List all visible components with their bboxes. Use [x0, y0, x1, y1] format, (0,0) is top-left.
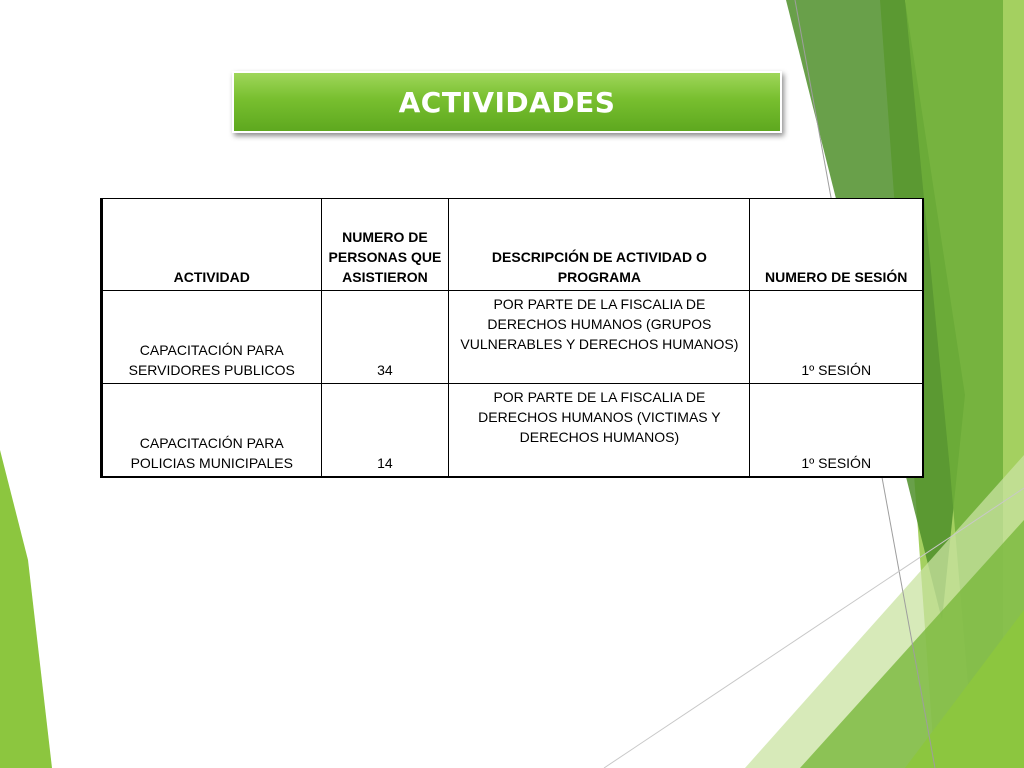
table-row — [102, 291, 924, 384]
cell-description: POR PARTE DE LA FISCALIA DE DERECHOS HUMANOS (GRUPOS VULNERABLES Y DERECHOS HUMANOS) — [449, 291, 750, 384]
title-banner — [232, 71, 782, 133]
cell-session: 1º SESIÓN — [750, 384, 923, 478]
table-row — [102, 384, 924, 478]
cell-activity: CAPACITACIÓN PARA POLICIAS MUNICIPALES — [102, 384, 322, 478]
header-numero-personas: NUMERO DE PERSONAS QUE ASISTIERON — [321, 199, 449, 291]
activities-table — [100, 198, 924, 478]
header-descripcion: DESCRIPCIÓN DE ACTIVIDAD O PROGRAMA — [449, 199, 750, 291]
table-header-row — [102, 199, 924, 291]
cell-session: 1º SESIÓN — [750, 291, 923, 384]
header-numero-sesion: NUMERO DE SESIÓN — [750, 199, 923, 291]
cell-attendees: 34 — [321, 291, 449, 384]
page-title: ACTIVIDADES — [398, 85, 616, 119]
cell-attendees: 14 — [321, 384, 449, 478]
header-actividad: ACTIVIDAD — [102, 199, 322, 291]
left-green-sliver — [0, 450, 52, 768]
cell-description: POR PARTE DE LA FISCALIA DE DERECHOS HUMANOS (VICTIMAS Y DERECHOS HUMANOS) — [449, 384, 750, 478]
cell-activity: CAPACITACIÓN PARA SERVIDORES PUBLICOS — [102, 291, 322, 384]
